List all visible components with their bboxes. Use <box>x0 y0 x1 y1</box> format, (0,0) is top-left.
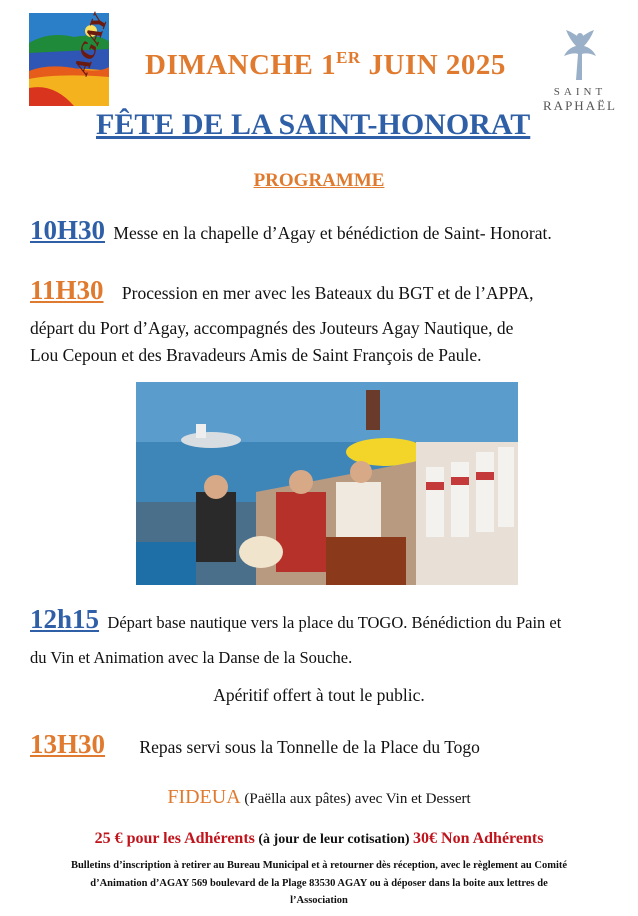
members-price: 25 € pour les Adhérents <box>94 830 255 847</box>
agay-logo-text: AGAY <box>69 11 113 78</box>
event-1130 <box>30 275 534 306</box>
event-description-line: du Vin et Animation avec la Danse de la Souche. <box>30 648 353 667</box>
footer-line: Bulletins d’inscription à retirer au Bureau Municipal et à retourner dès réception, avec le règlement au Comité <box>70 860 568 871</box>
raphael-text: RAPHAËL <box>543 98 617 113</box>
event-description-line: Lou Cepoun et des Bravadeurs Amis de Saint François de Paule. <box>30 345 482 365</box>
event-1030 <box>30 215 552 246</box>
non-members-price: 30€ Non Adhérents <box>413 830 544 847</box>
aperitif-line: Apéritif offert à tout le public. <box>213 685 425 705</box>
saint-raphael-logo <box>540 30 620 115</box>
event-1330 <box>30 729 480 760</box>
footer-line: l’Association <box>290 895 348 906</box>
angel-icon <box>562 30 598 82</box>
agay-logo <box>29 11 113 106</box>
event-time: 12h15 <box>30 604 100 634</box>
programme-heading: PROGRAMME <box>253 170 385 191</box>
pricing-line <box>0 830 638 848</box>
event-date: DIMANCHE 1ER JUIN 2025 <box>145 48 506 81</box>
footer-line: d’Animation d’AGAY 569 boulevard de la Plage 83530 AGAY ou à déposer dans la boite aux lettres de <box>90 878 548 889</box>
menu-line <box>0 786 638 809</box>
saint-text: SAINT <box>553 86 607 98</box>
event-description: Départ base nautique vers la place du TOGO. Bénédiction du Pain et <box>107 613 562 632</box>
event-time: 11H30 <box>30 275 104 305</box>
event-1215 <box>30 604 561 635</box>
procession-photo <box>136 382 518 585</box>
members-note: (à jour de leur cotisation) <box>254 832 414 847</box>
menu-name: FIDEUA <box>167 786 241 808</box>
event-description: Messe en la chapelle d’Agay et bénédiction de Saint- Honorat. <box>113 223 552 243</box>
event-description: Procession en mer avec les Bateaux du BGT et de l’APPA, <box>121 283 534 303</box>
event-time: 10H30 <box>30 215 106 245</box>
event-time: 13H30 <box>30 729 106 759</box>
menu-detail: (Paëlla aux pâtes) avec Vin et Dessert <box>240 791 471 807</box>
page-title: FÊTE DE LA SAINT-HONORAT <box>96 108 531 141</box>
event-description: Repas servi sous la Tonnelle de la Place du Togo <box>139 737 480 757</box>
event-description-line: départ du Port d’Agay, accompagnés des Jouteurs Agay Nautique, de <box>30 318 514 338</box>
